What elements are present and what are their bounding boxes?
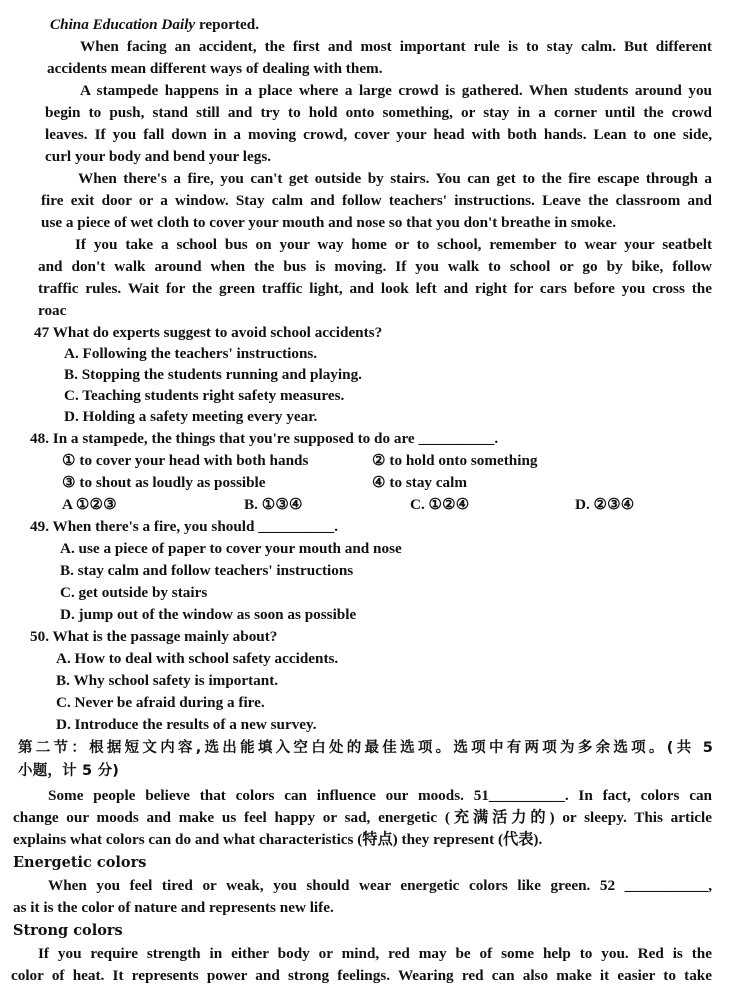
passage-line: begin to push, stand still and try to hold onto something, or stay in a corner until the crowd	[45, 104, 712, 121]
passage-line: fire exit door or a window. Stay calm and follow teachers' instructions. Leave the classroom and	[41, 192, 712, 209]
question-49-option-a[interactable]: A. use a piece of paper to cover your mouth and nose	[60, 540, 402, 557]
section-2-line: If you require strength in either body or mind, red may be of some help to you. Red is the	[38, 945, 712, 962]
passage-line: accidents mean different ways of dealing with them.	[47, 60, 383, 77]
section-2-line: as it is the color of nature and represents new life.	[13, 899, 334, 916]
question-48-item-1: ① to cover your head with both hands	[62, 452, 309, 469]
question-48-stem: 48. In a stampede, the things that you're supposed to do are __________.	[30, 430, 499, 447]
question-48-item-3: ③ to shout as loudly as possible	[62, 474, 266, 491]
section-2-line: explains what colors can do and what characteristics (特点) they represent (代表).	[13, 831, 543, 848]
section-2-line: color of heat. It represents power and strong feelings. Wearing red can also make it easier to take	[11, 967, 712, 984]
passage-line: roac	[38, 302, 67, 319]
question-47-option-d[interactable]: D. Holding a safety meeting every year.	[64, 408, 318, 425]
question-48-option-a[interactable]: A ①②③	[62, 496, 117, 513]
question-48-item-4: ④ to stay calm	[372, 474, 468, 491]
question-47-option-b[interactable]: B. Stopping the students running and playing.	[64, 366, 362, 383]
passage-line: A stampede happens in a place where a large crowd is gathered. When students around you	[80, 82, 712, 99]
passage-line: traffic rules. Wait for the green traffic light, and look left and right for cars before you cross the	[38, 280, 712, 297]
question-50-stem: 50. What is the passage mainly about?	[30, 628, 278, 645]
question-47-option-a[interactable]: A. Following the teachers' instructions.	[64, 345, 318, 362]
question-49-option-b[interactable]: B. stay calm and follow teachers' instructions	[60, 562, 354, 579]
passage-line: leaves. If you fall down in a moving crowd, cover your head with both hands. Lean to one side,	[45, 126, 712, 143]
question-48-option-d[interactable]: D. ②③④	[575, 496, 635, 513]
question-47-stem: 47 What do experts suggest to avoid school accidents?	[34, 324, 383, 341]
question-48-item-2: ② to hold onto something	[372, 452, 538, 469]
source-line	[50, 14, 259, 35]
section-2-line: Some people believe that colors can influence our moods. 51__________. In fact, colors can	[48, 787, 712, 804]
question-48-option-c[interactable]: C. ①②④	[410, 496, 470, 513]
section-2-line: change our moods and make us feel happy or sad, energetic (充满活力的) or sleepy. This article	[13, 809, 712, 826]
question-50-option-a[interactable]: A. How to deal with school safety accidents.	[56, 650, 339, 667]
section-2-title-cont: 小题，计 5 分)	[18, 763, 120, 779]
passage-line: When there's a fire, you can't get outside by stairs. You can get to the fire escape through a	[78, 170, 712, 187]
heading-strong-colors: Strong colors	[13, 922, 123, 939]
question-50-option-b[interactable]: B. Why school safety is important.	[56, 672, 279, 689]
heading-energetic-colors: Energetic colors	[13, 854, 147, 871]
question-50-option-c[interactable]: C. Never be afraid during a fire.	[56, 694, 265, 711]
section-2-line: When you feel tired or weak, you should wear energetic colors like green. 52 ___________,	[48, 877, 712, 894]
section-2-title: 第二节：根据短文内容,选出能填入空白处的最佳选项。选项中有两项为多余选项。(共 5	[18, 740, 713, 756]
passage-line: and don't walk around when the bus is moving. If you walk to school or go by bike, follow	[38, 258, 712, 275]
source-rest: reported.	[195, 16, 259, 33]
source-name: China Education Daily	[50, 16, 196, 33]
passage-line: If you take a school bus on your way home or to school, remember to wear your seatbelt	[75, 236, 712, 253]
question-48-option-b[interactable]: B. ①③④	[244, 496, 303, 513]
question-47-option-c[interactable]: C. Teaching students right safety measures.	[64, 387, 345, 404]
passage-line: use a piece of wet cloth to cover your mouth and nose so that you don't breathe in smoke.	[41, 214, 617, 231]
question-50-option-d[interactable]: D. Introduce the results of a new survey.	[56, 716, 317, 733]
question-49-option-d[interactable]: D. jump out of the window as soon as possible	[60, 606, 357, 623]
passage-line: When facing an accident, the first and most important rule is to stay calm. But different	[80, 38, 712, 55]
question-49-stem: 49. When there's a fire, you should __________.	[30, 518, 338, 535]
question-49-option-c[interactable]: C. get outside by stairs	[60, 584, 208, 601]
passage-line: curl your body and bend your legs.	[45, 148, 272, 165]
